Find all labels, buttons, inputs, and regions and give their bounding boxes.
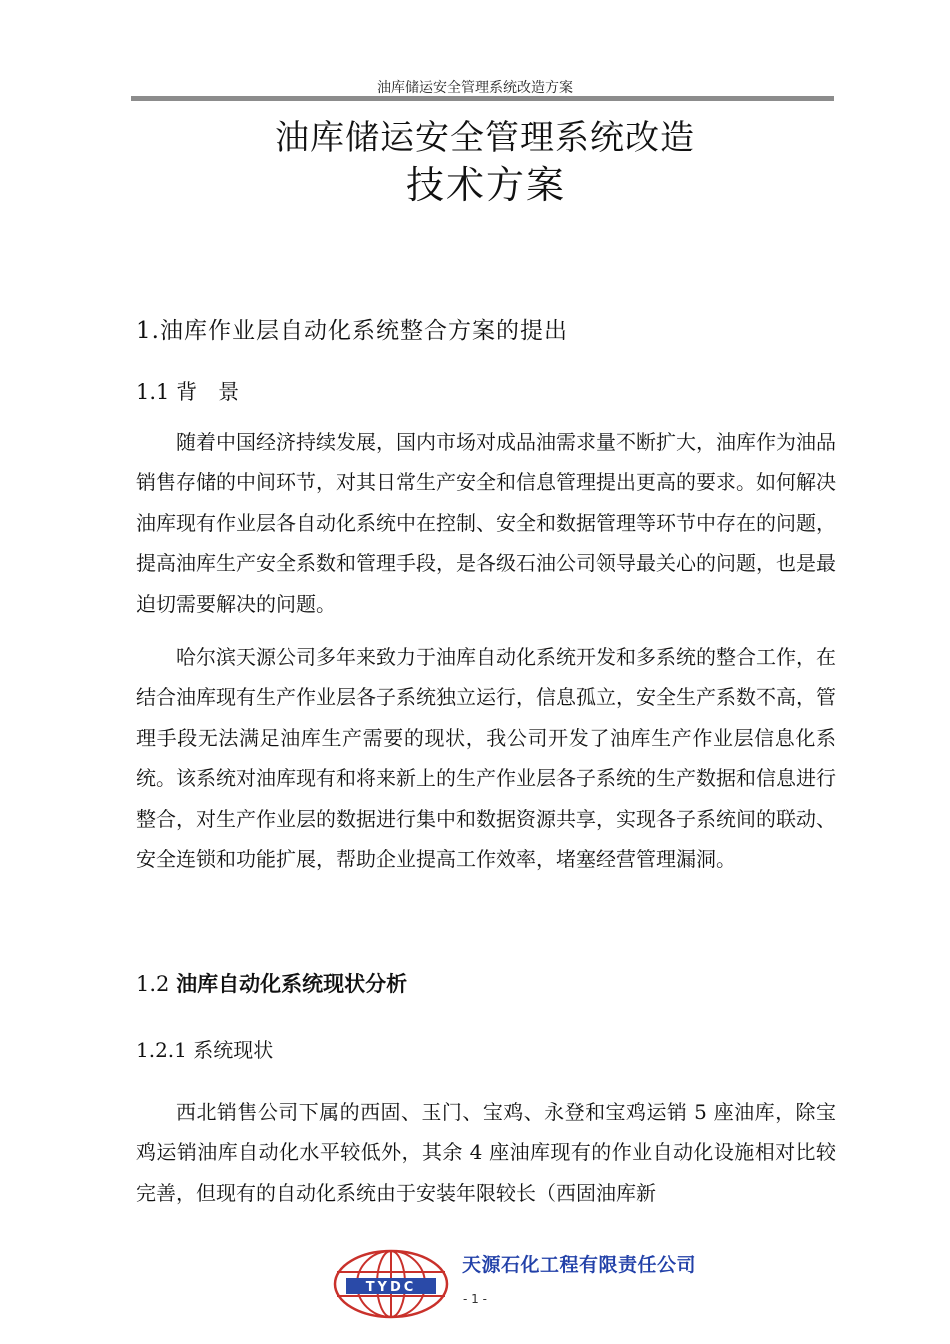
company-name: 天源石化工程有限责任公司 [462,1254,697,1276]
section-1-2-heading [136,968,407,998]
header-rule [131,96,834,101]
section-1-2-number: 1.2 [136,972,170,996]
section-1-1-paragraph-2: 哈尔滨天源公司多年来致力于油库自动化系统开发和多系统的整合工作，在结合油库现有生产作业层各子系统独立运行，信息孤立，安全生产系数不高，管理手段无法满足油库生产需要的现状，我公司开发了油库生产作业层信息化系统。该系统对油库现有和将来新上的生产作业层各子系统的生产数据和信息进行整合，对生产作业层的数据进行集中和数据资源共享，实现各子系统间的联动、安全连锁和功能扩展，帮助企业提高工作效率，堵塞经营管理漏洞。 [136,645,836,872]
company-logo [332,1248,450,1320]
section-1-1-paragraph-1: 随着中国经济持续发展，国内市场对成品油需求量不断扩大，油库作为油品销售存储的中间环节，对其日常生产安全和信息管理提出更高的要求。如何解决油库现有作业层各自动化系统中在控制、安全和数据管理等环节中存在的问题，提高油库生产安全系数和管理手段，是各级石油公司领导最关心的问题，也是最迫切需要解决的问题。 [136,430,836,616]
section-1-2-1-heading: 1.2.1 系统现状 [136,1038,274,1062]
globe-logo-icon [332,1248,450,1320]
running-header-title: 油库储运安全管理系统改造方案 [377,80,573,96]
document-title-line1: 油库储运安全管理系统改造 [275,118,695,158]
section-1-2-1-paragraph: 西北销售公司下属的西固、玉门、宝鸡、永登和宝鸡运销 5 座油库，除宝鸡运销油库自动化水平较低外，其余 4 座油库现有的作业自动化设施相对比较完善，但现有的自动化系统由于安装年限较长（西固油库新 [136,1100,836,1205]
page-number: - 1 - [463,1292,487,1306]
section-1-2-title: 油库自动化系统现状分析 [176,972,408,996]
logo-text: TYDC [365,1280,417,1295]
section-1-1-heading: 1.1 背 景 [136,380,240,404]
document-title-line2: 技术方案 [405,163,566,207]
section-1-heading: 1.油库作业层自动化系统整合方案的提出 [136,318,568,344]
